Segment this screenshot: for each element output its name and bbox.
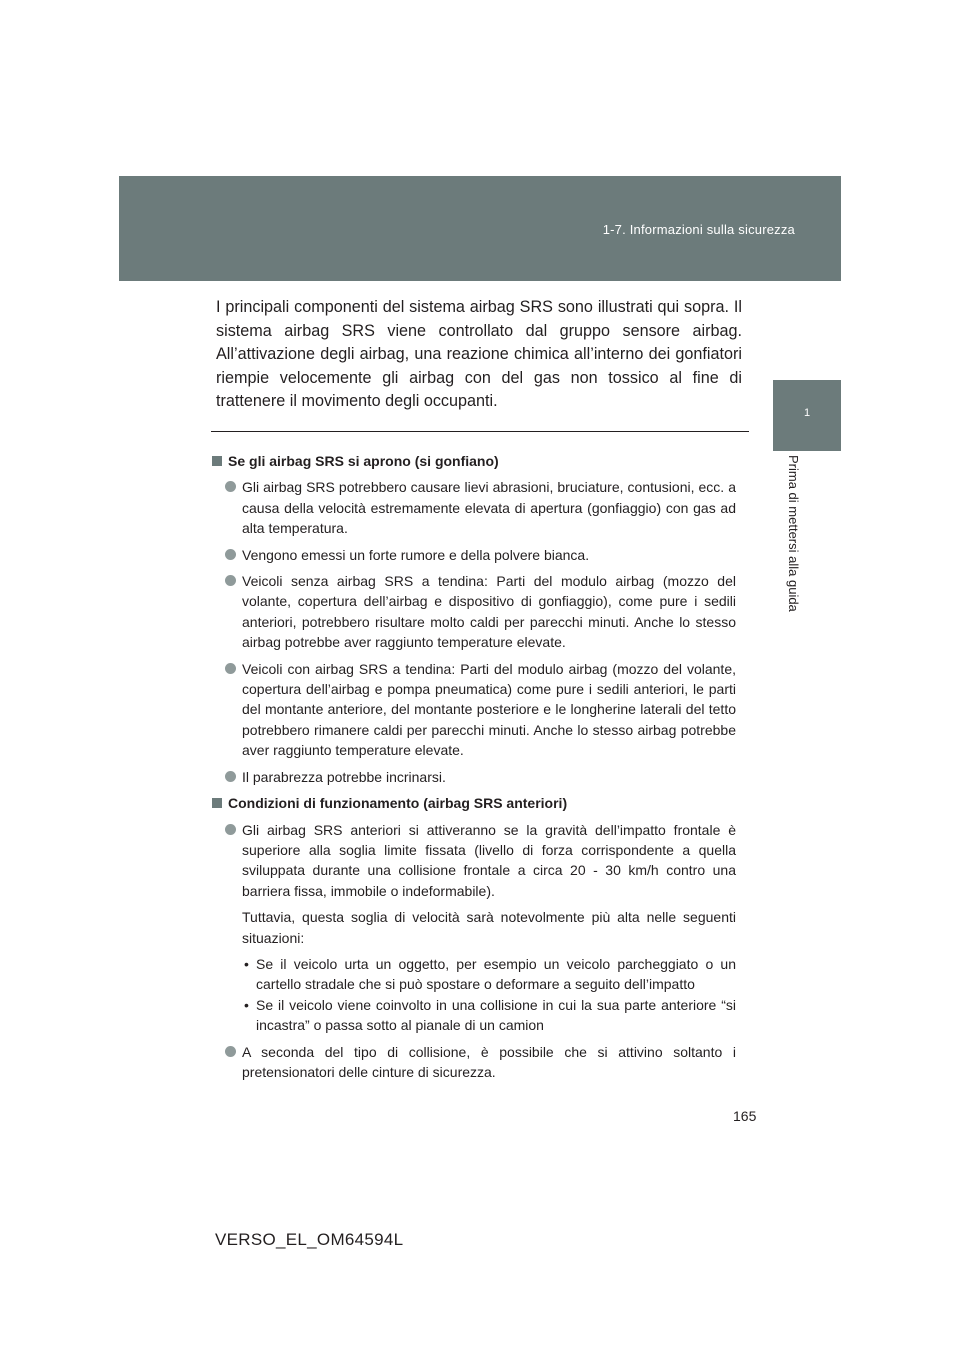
main-content [212,451,736,1088]
section-heading-text: Se gli airbag SRS si aprono (si gonfiano) [228,453,499,469]
list-item [212,571,736,653]
paragraph: Tuttavia, questa soglia di velocità sarà notevolmente più alta nelle seguenti situazioni: [242,909,736,946]
round-bullet-icon [225,549,236,560]
sub-list-item [212,954,736,995]
list-item [212,659,736,761]
chapter-number: 1 [803,407,811,419]
list-item [212,545,736,565]
document-code: VERSO_EL_OM64594L [215,1230,404,1249]
round-bullet-icon [225,575,236,586]
chapter-title: Prima di mettersi alla guida [786,455,801,612]
section-heading [212,451,736,471]
divider [211,431,749,432]
section-heading [212,793,736,813]
list-item [212,767,736,787]
square-bullet-icon [212,798,222,808]
intro-paragraph: I principali componenti del sistema airbag SRS sono illustrati qui sopra. Il sistema airbag SRS viene controllato dal gruppo sensore airbag. All’attivazione degli airbag, una reazione chimica all’interno dei gonfiatori riempie velocemente gli airbag con del gas non tossico al fine di trattenere il movimento degli occupanti. [216,298,742,411]
sub-list-item-text: Se il veicolo viene coinvolto in una collisione in cui la sua parte anteriore “si incastra” o passa sotto al pianale di un camion [256,996,736,1034]
list-item-text: A seconda del tipo di collisione, è possibile che si attivino soltanto i pretensionatori delle cinture di sicurezza. [242,1043,736,1080]
chapter-side-label [787,455,801,635]
square-bullet-icon [212,456,222,466]
small-bullet-icon: • [244,955,249,972]
list-item [212,1042,736,1083]
small-bullet-icon: • [244,996,249,1013]
sub-list-item [212,995,736,1036]
page-number: 165 [733,1108,757,1124]
list-item-text: Veicoli senza airbag SRS a tendina: Parti del modulo airbag (mozzo del volante, copertura dell’airbag e dispositivo di gonfiaggio), come pure i sedili anteriori, potrebbero risultare molto caldi per parecchi minuti. Anche lo stesso airbag potrebbe aver raggiunto temperature elevate. [242,573,736,651]
list-item-text: Veicoli con airbag SRS a tendina: Parti del modulo airbag (mozzo del volante, copertura dell’airbag e pompa pneumatica) come pure i sedili anteriori, le parti del montante anteriore, del montante posteriore e le longherine laterali del tetto potrebbero rimanere caldi per parecchi minuti. Anche lo stesso airbag potrebbe aver raggiunto temperature elevate. [242,660,736,759]
list-item-text: Vengono emessi un forte rumore e della polvere bianca. [242,546,590,563]
list-item [212,477,736,538]
round-bullet-icon [225,481,236,492]
round-bullet-icon [225,663,236,674]
list-item-text: Gli airbag SRS anteriori si attiveranno se la gravità dell’impatto frontale è superiore alla soglia limite fissata (livello di forza corrispondente a quella sviluppata durante una collisione frontale a circa 20 - 30 km/h contro una barriera fissa, immobile o indeformabile). [242,821,736,899]
chapter-tab [773,380,841,451]
round-bullet-icon [225,771,236,782]
sub-list-item-text: Se il veicolo urta un oggetto, per esempio un veicolo parcheggiato o un cartello stradale che si può spostare o deformare a seguito dell’impatto [256,955,736,993]
list-item-text: Il parabrezza potrebbe incrinarsi. [242,768,446,785]
sub-list [212,954,736,1036]
header-band [119,176,841,281]
list-item-text: Gli airbag SRS potrebbero causare lievi abrasioni, bruciature, contusioni, ecc. a causa della velocità estremamente elevata di apertura (gonfiaggio) con gas ad alta temperatura. [242,479,736,537]
list-item [212,820,736,902]
section-title: 1-7. Informazioni sulla sicurezza [602,222,795,237]
round-bullet-icon [225,824,236,835]
round-bullet-icon [225,1046,236,1057]
section-heading-text: Condizioni di funzionamento (airbag SRS anteriori) [228,795,568,812]
